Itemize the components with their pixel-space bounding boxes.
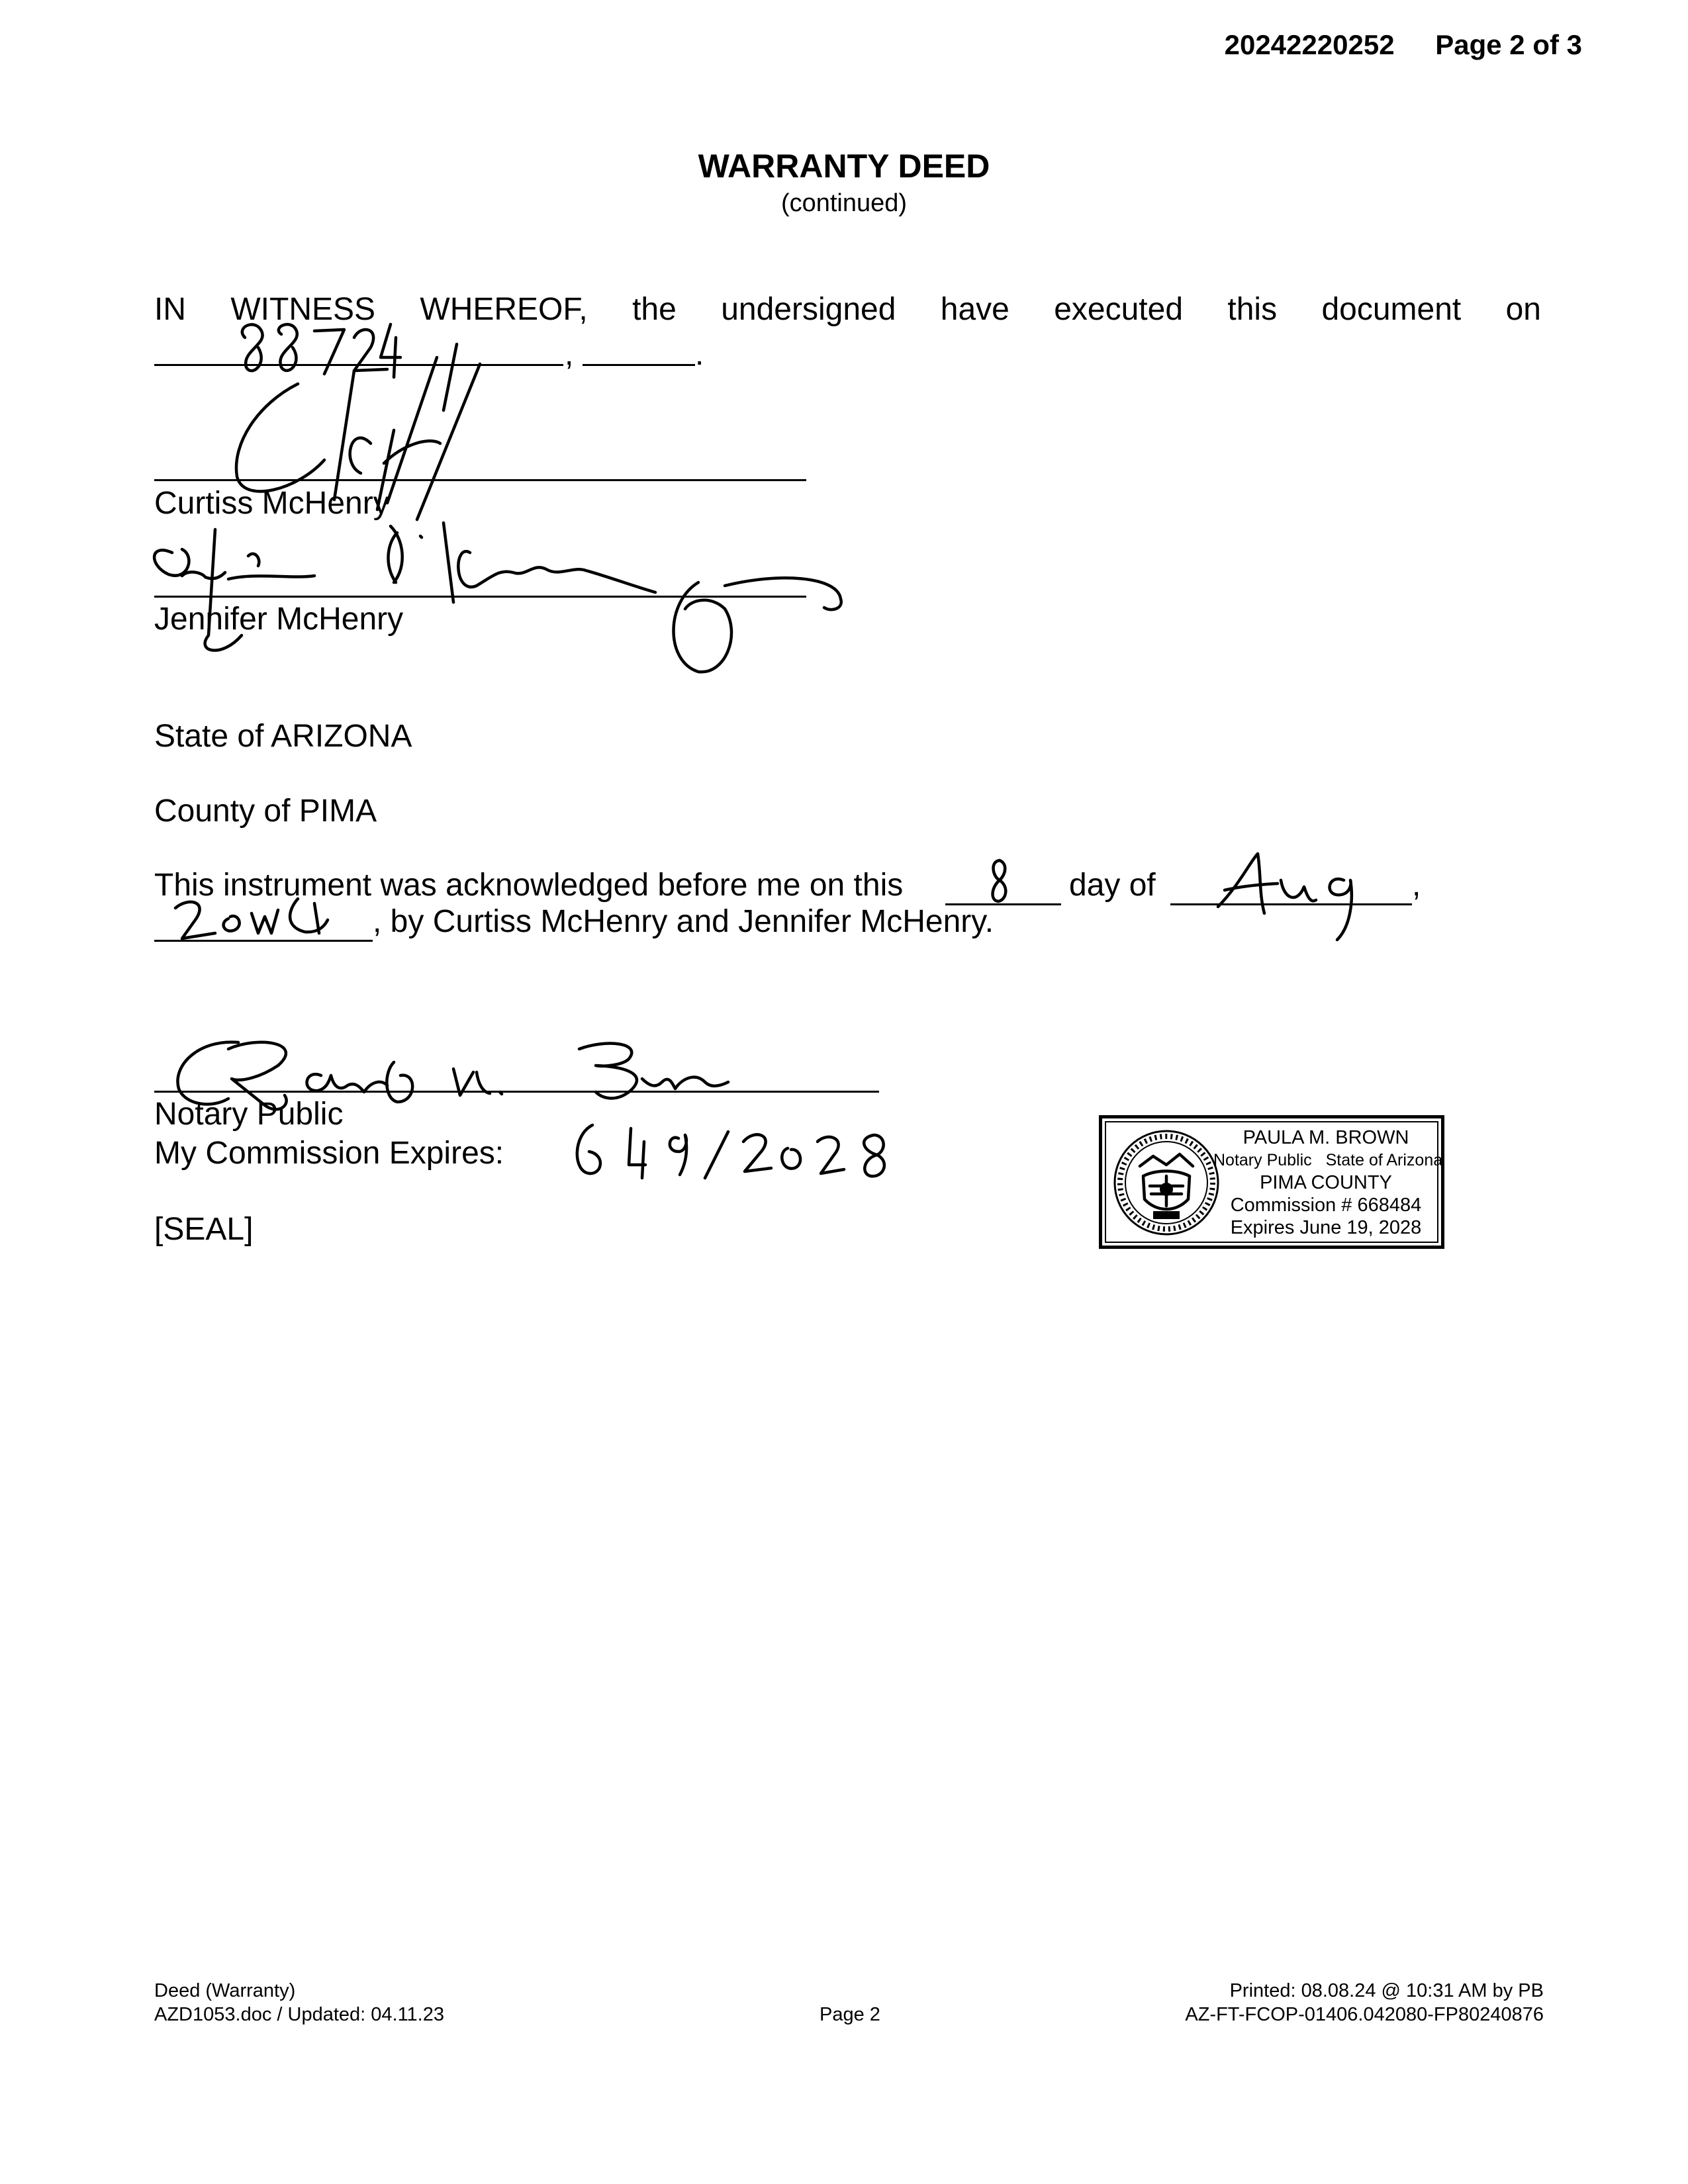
seal-title-notary-public: Notary Public — [1213, 1151, 1312, 1169]
footer-doc-type: Deed (Warranty) — [154, 1980, 296, 2001]
footer-printed-stamp: Printed: 08.08.24 @ 10:31 AM by PB — [1229, 1980, 1544, 2001]
witness-word: this — [1227, 292, 1278, 327]
document-title: WARRANTY DEED — [698, 148, 990, 185]
seal-commission-number: Commission # 668484 — [1230, 1195, 1422, 1216]
signer-name-jennifer: Jennifer McHenry — [154, 602, 404, 637]
acknowledgment-part4: , by Curtiss McHenry and Jennifer McHenry. — [373, 904, 994, 939]
signer-name-curtiss: Curtiss McHenry — [154, 486, 389, 521]
date-line-comma: , — [565, 337, 574, 372]
footer-form-id: AZD1053.doc / Updated: 04.11.23 — [154, 2004, 444, 2025]
seal-notary-title — [1213, 1149, 1443, 1171]
venue-state: State of ARIZONA — [154, 719, 412, 754]
recording-header — [1225, 29, 1582, 61]
witness-word: document — [1321, 292, 1462, 327]
seal-notary-name: PAULA M. BROWN — [1243, 1127, 1409, 1148]
seal-title-state: State of Arizona — [1325, 1151, 1443, 1169]
date-line-period: . — [695, 337, 704, 372]
execution-year-line — [583, 364, 695, 366]
footer-left — [154, 1979, 444, 2026]
document-subtitle: (continued) — [780, 189, 908, 217]
seal-text-block — [1213, 1126, 1443, 1239]
seal-placeholder: [SEAL] — [154, 1212, 254, 1247]
witness-word: WHEREOF, — [420, 292, 588, 327]
handwritten-year — [165, 893, 351, 946]
footer-file-reference: AZ-FT-FCOP-01406.042080-FP80240876 — [1185, 2004, 1544, 2025]
handwritten-month — [1211, 847, 1377, 946]
signature-line-curtiss — [154, 479, 806, 481]
footer-page-number: Page 2 — [820, 2004, 880, 2025]
acknowledgment-part1: This instrument was acknowledged before me on this — [154, 868, 904, 903]
page-count-label: Page 2 of 3 — [1435, 29, 1582, 60]
acknowledgment-part2: day of — [1069, 868, 1156, 903]
footer-right — [1185, 1979, 1544, 2026]
seal-county: PIMA COUNTY — [1260, 1172, 1392, 1193]
signature-line-jennifer — [154, 596, 806, 598]
document-number: 20242220252 — [1224, 29, 1395, 60]
handwritten-day — [980, 854, 1019, 907]
acknowledgment-part3: , — [1412, 868, 1421, 903]
venue-county: County of PIMA — [154, 794, 377, 829]
witness-word: the — [632, 292, 677, 327]
notary-signature-line — [154, 1091, 879, 1093]
witness-word: on — [1505, 292, 1541, 327]
seal-expiration: Expires June 19, 2028 — [1230, 1217, 1422, 1238]
witness-word: have — [940, 292, 1009, 327]
witness-word: WITNESS — [230, 292, 376, 327]
commission-expires-label: My Commission Expires: — [154, 1136, 504, 1171]
witness-word: IN — [154, 292, 186, 327]
witness-word: executed — [1054, 292, 1184, 327]
witness-word: undersigned — [721, 292, 896, 327]
notary-label: Notary Public — [154, 1097, 344, 1132]
arizona-state-seal-icon — [1110, 1126, 1223, 1239]
notary-seal-stamp — [1099, 1115, 1444, 1249]
handwritten-commission-expiration — [566, 1115, 910, 1188]
